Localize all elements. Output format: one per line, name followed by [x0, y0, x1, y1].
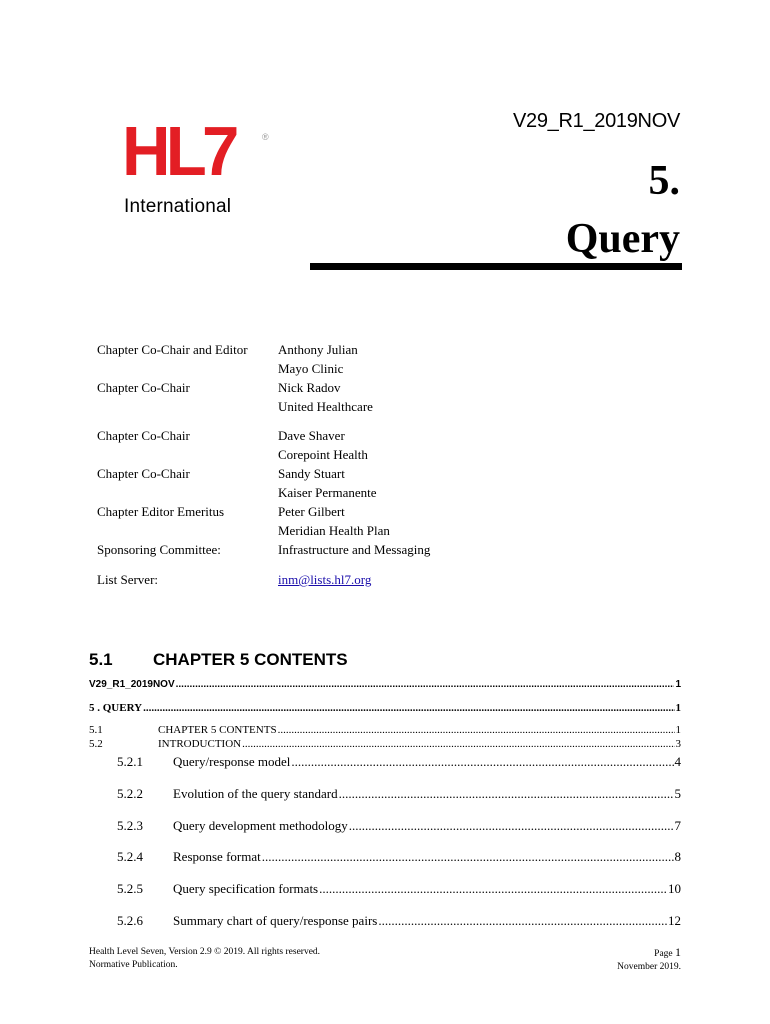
toc-leader-dots — [339, 786, 674, 802]
toc-leader-dots — [291, 754, 673, 770]
toc-entry-page: 1 — [675, 702, 681, 714]
footer-date: November 2019. — [617, 962, 681, 972]
toc-entry-title: Summary chart of query/response pairs — [173, 913, 378, 928]
role-label: Sponsoring Committee: — [97, 542, 221, 557]
toc-entry-title: Query development methodology — [173, 818, 348, 833]
contributor-name: Dave Shaver — [278, 428, 345, 443]
toc-entry-page: 4 — [674, 754, 681, 769]
toc-entry-title: CHAPTER 5 CONTENTS — [158, 724, 277, 736]
toc-entry-page: 12 — [668, 913, 681, 928]
toc-entry[interactable] — [89, 724, 681, 736]
toc-entry-number: 5.2.1 — [117, 754, 143, 769]
toc-entry-title: Evolution of the query standard — [173, 786, 338, 801]
hl7-logo-wordmark: HL7 — [122, 112, 235, 190]
toc-entry-page: 1 — [675, 679, 681, 690]
footer-page-number: 1 — [675, 945, 681, 959]
role-label: Chapter Co-Chair — [97, 466, 190, 481]
footer-right — [617, 946, 681, 974]
toc-leader-dots — [143, 702, 674, 714]
toc-heading-number: 5.1 — [89, 650, 113, 669]
role-label: Chapter Co-Chair and Editor — [97, 342, 248, 357]
role-label: Chapter Co-Chair — [97, 380, 190, 395]
toc-entry-number: 5.2.2 — [117, 786, 143, 801]
toc-heading-title: CHAPTER 5 CONTENTS — [153, 650, 348, 669]
toc-entry-page: 1 — [675, 724, 681, 736]
toc-entry[interactable] — [89, 679, 681, 690]
footer-left — [89, 946, 320, 972]
toc-entry[interactable] — [89, 913, 681, 929]
toc-entry[interactable] — [89, 818, 681, 834]
toc-entry[interactable] — [89, 881, 681, 897]
toc-entry[interactable] — [89, 754, 681, 770]
contributor-org: Mayo Clinic — [278, 361, 344, 376]
toc-leader-dots — [319, 881, 667, 897]
toc-leader-dots — [378, 913, 667, 929]
toc-entry-title: V29_R1_2019NOV — [89, 679, 175, 690]
toc-entry-number: 5.2.5 — [117, 881, 143, 896]
toc-entry-number: 5.1 — [89, 724, 103, 736]
contributor-name: Sandy Stuart — [278, 466, 345, 481]
toc-entry[interactable] — [89, 738, 681, 750]
toc-entry[interactable] — [89, 786, 681, 802]
contributor-name: Peter Gilbert — [278, 504, 345, 519]
toc-entry-page: 5 — [674, 786, 681, 801]
toc-entry-page: 8 — [674, 849, 681, 864]
registered-mark: ® — [262, 132, 269, 142]
toc-leader-dots — [278, 724, 675, 736]
toc-leader-dots — [176, 679, 675, 690]
title-rule — [310, 263, 682, 270]
toc-leader-dots — [242, 738, 674, 750]
contributor-org: United Healthcare — [278, 399, 373, 414]
toc-entry-title: INTRODUCTION — [158, 738, 242, 750]
toc-entry-number: 5.2.3 — [117, 818, 143, 833]
contributor-org: Corepoint Health — [278, 447, 368, 462]
contributor-name: Anthony Julian — [278, 342, 358, 357]
footer-page-label: Page — [654, 949, 675, 959]
hl7-logo-subtitle: International — [124, 196, 232, 217]
toc-entry[interactable] — [89, 702, 681, 714]
chapter-title: Query — [565, 216, 680, 262]
footer-publication: Normative Publication. — [89, 960, 178, 970]
toc-entry-number: 5.2 — [89, 738, 103, 750]
document-version: V29_R1_2019NOV — [512, 110, 680, 132]
toc-entry-number: 5.2.4 — [117, 849, 143, 864]
toc-entry-page: 10 — [668, 881, 681, 896]
toc-entry-title: Response format — [173, 849, 261, 864]
toc-entry-title: Query specification formats — [173, 881, 319, 896]
sponsoring-committee: Infrastructure and Messaging — [278, 542, 431, 557]
chapter-number: 5. — [648, 158, 680, 204]
toc-entry[interactable] — [89, 849, 681, 865]
contributor-name: Nick Radov — [278, 380, 341, 395]
footer-page — [617, 946, 681, 961]
toc-entry-title: Query/response model — [173, 754, 291, 769]
toc-leader-dots — [262, 849, 674, 865]
role-label: Chapter Editor Emeritus — [97, 504, 225, 519]
list-server-email-link[interactable]: inm@lists.hl7.org — [278, 572, 372, 587]
toc-entry-number: 5.2.6 — [117, 913, 143, 928]
toc-entry-page: 3 — [675, 738, 681, 750]
toc-entry-page: 7 — [674, 818, 681, 833]
contributor-org: Meridian Health Plan — [278, 523, 390, 538]
toc-leader-dots — [349, 818, 674, 834]
toc-entry-title: 5 . QUERY — [89, 702, 143, 714]
footer-copyright: Health Level Seven, Version 2.9 © 2019. All rights reserved. — [89, 947, 321, 957]
contributor-org: Kaiser Permanente — [278, 485, 377, 500]
role-label: Chapter Co-Chair — [97, 428, 190, 443]
hl7-logo — [122, 112, 272, 222]
role-label: List Server: — [97, 572, 159, 587]
